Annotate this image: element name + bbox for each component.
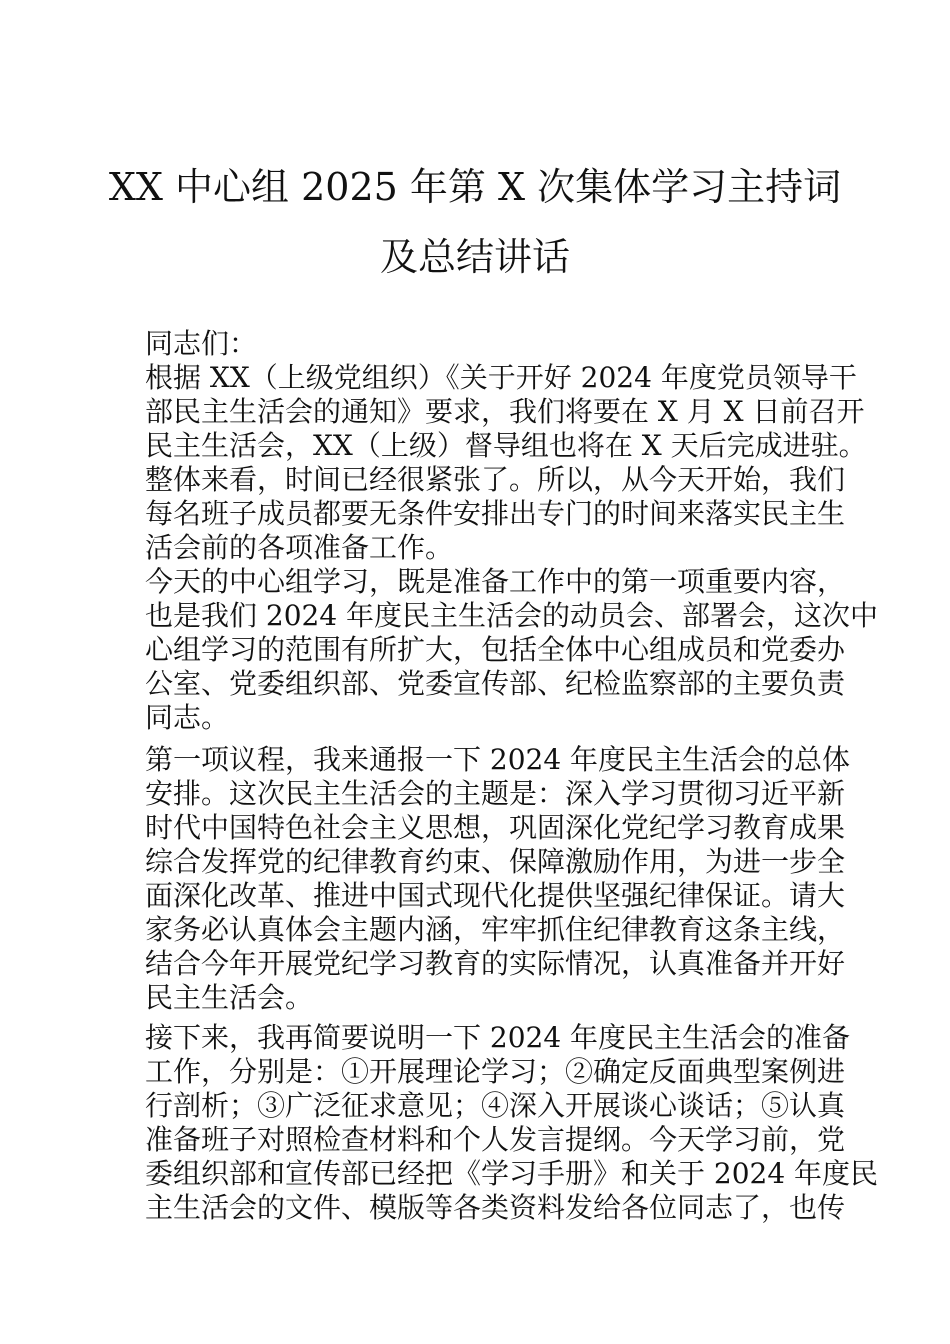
paragraph-line: 整体来看，时间已经很紧张了。所以，从今天开始，我们 bbox=[145, 463, 846, 496]
paragraph-line: 公室、党委组织部、党委宣传部、纪检监察部的主要负责 bbox=[145, 667, 846, 700]
paragraph-line: 家务必认真体会主题内涵，牢牢抓住纪律教育这条主线， bbox=[145, 913, 846, 946]
paragraph-line: 根据 XX（上级党组织）《关于开好 2024 年度党员领导干 bbox=[145, 361, 857, 394]
paragraph-line: 每名班子成员都要无条件安排出专门的时间来落实民主生 bbox=[145, 497, 846, 530]
paragraph-line: 时代中国特色社会主义思想，巩固深化党纪学习教育成果 bbox=[145, 811, 846, 844]
salutation: 同志们： bbox=[145, 327, 258, 360]
paragraph-line: 结合今年开展党纪学习教育的实际情况，认真准备并开好 bbox=[145, 947, 846, 980]
paragraph-line: 民主生活会。 bbox=[145, 981, 314, 1014]
paragraph-line: 活会前的各项准备工作。 bbox=[145, 531, 454, 564]
paragraph-line: 综合发挥党的纪律教育约束、保障激励作用，为进一步全 bbox=[145, 845, 846, 878]
paragraph-line: 第一项议程，我来通报一下 2024 年度民主生活会的总体 bbox=[145, 743, 851, 776]
paragraph-line: 也是我们 2024 年度民主生活会的动员会、部署会，这次中 bbox=[145, 599, 879, 632]
paragraph-line: 主生活会的文件、模版等各类资料发给各位同志了，也传 bbox=[145, 1191, 846, 1224]
paragraph-line: 安排。这次民主生活会的主题是：深入学习贯彻习近平新 bbox=[145, 777, 846, 810]
paragraph-line: 准备班子对照检查材料和个人发言提纲。今天学习前，党 bbox=[145, 1123, 846, 1156]
paragraph-line: 心组学习的范围有所扩大，包括全体中心组成员和党委办 bbox=[145, 633, 846, 666]
paragraph-line: 行剖析；③广泛征求意见；④深入开展谈心谈话；⑤认真 bbox=[145, 1089, 846, 1122]
paragraph-line: 部民主生活会的通知》要求，我们将要在 X 月 X 日前召开 bbox=[145, 395, 865, 428]
paragraph-line: 同志。 bbox=[145, 701, 230, 734]
paragraph-line: 工作，分别是：①开展理论学习；②确定反面典型案例进 bbox=[145, 1055, 846, 1088]
paragraph-line: 接下来，我再简要说明一下 2024 年度民主生活会的准备 bbox=[145, 1021, 851, 1054]
document-title-line-2: 及总结讲话 bbox=[379, 235, 570, 279]
paragraph-line: 委组织部和宣传部已经把《学习手册》和关于 2024 年度民 bbox=[145, 1157, 879, 1190]
document-title-line-1: XX 中心组 2025 年第 X 次集体学习主持词 bbox=[108, 165, 842, 209]
paragraph-line: 今天的中心组学习，既是准备工作中的第一项重要内容， bbox=[145, 565, 846, 598]
paragraph-line: 面深化改革、推进中国式现代化提供坚强纪律保证。请大 bbox=[145, 879, 846, 912]
paragraph-line: 民主生活会，XX（上级）督导组也将在 X 天后完成进驻。 bbox=[145, 429, 867, 462]
